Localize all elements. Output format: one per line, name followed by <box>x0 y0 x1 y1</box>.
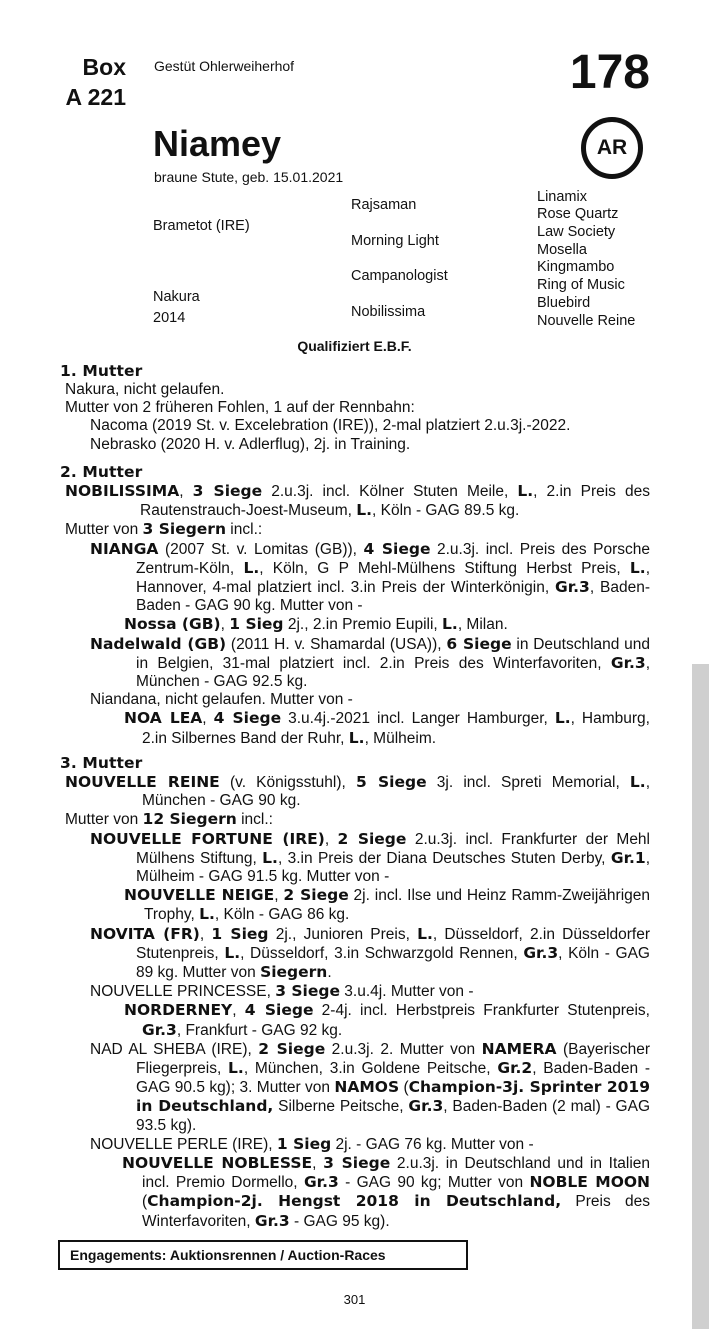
listed: L. <box>629 558 646 577</box>
dam-entry: NOBILISSIMA, 3 Siege 2.u.3j. incl. Kölner Stuten Meile, L., 2.in Preis des Rautenstrauch-Joest-Museum, L., Köln - GAG 89.5 kg. <box>65 482 650 520</box>
horse-name: NOUVELLE NEIGE <box>124 886 275 905</box>
pedigree-great-grandparent: Ring of Music <box>537 277 625 293</box>
listed: L. <box>199 905 215 924</box>
dam-produce-summary <box>60 810 650 829</box>
text: in Deutschland und in Belgien, 31-mal platziert incl. 2.in Preis des Winterfavoriten, <box>136 635 651 672</box>
horse-name: NAMERA <box>481 1039 557 1058</box>
listed: L. <box>348 728 365 747</box>
horse-name: Nossa (GB) <box>124 615 221 634</box>
text: incl.: <box>226 521 263 539</box>
produce-entry <box>60 830 650 887</box>
text: 2.u.3j. incl. Frankfurter der Mehl Mülhens Stiftung, <box>136 830 650 867</box>
text: 2.u.3j. incl. Preis des Porsche Zentrum-Köln, <box>136 540 650 577</box>
lot-number: 178 <box>569 46 650 99</box>
horse-name: NOUVELLE FORTUNE (IRE) <box>90 829 325 848</box>
horse-name: Niamey <box>153 123 282 164</box>
group: Gr.3 <box>142 1020 177 1039</box>
text: 2.u.3j. incl. Kölner Stuten Meile, <box>262 483 518 500</box>
winners: 3 Siegern <box>142 520 226 539</box>
text: NAD AL SHEBA (IRE), <box>90 1040 259 1058</box>
horse-name: NOBILISSIMA <box>65 482 180 500</box>
horse-name: NOVITA (FR) <box>90 924 200 943</box>
produce-entry <box>60 886 650 924</box>
text: 2j. - GAG 76 kg. Mutter von - <box>331 1135 534 1153</box>
champion-title: Champion-2j. Hengst 2018 in Deutschland, <box>147 1192 562 1211</box>
wins: 1 Sieg <box>229 615 284 634</box>
scrollbar[interactable] <box>692 664 709 1329</box>
pedigree-grandparent: Rajsaman <box>351 197 417 213</box>
text: , Köln - GAG 89.5 kg. <box>372 502 520 520</box>
horse-name: NOUVELLE NOBLESSE <box>122 1154 313 1173</box>
produce-entry <box>60 635 650 692</box>
box-label: Box <box>82 54 126 80</box>
text: , Köln - GAG 89 kg. Mutter von <box>136 944 650 982</box>
text: , München - GAG 92.5 kg. <box>136 654 650 691</box>
produce-entry: Nebrasko (2020 H. v. Adlerflug), 2j. in Training. <box>90 435 411 453</box>
text: - GAG 95 kg). <box>289 1212 390 1230</box>
box-info <box>62 52 126 112</box>
text: ( <box>142 1193 148 1211</box>
text: 2-4j. incl. Herbstpreis Frankfurter Stutenpreis, <box>313 1002 650 1020</box>
text: 2.u.3j. in Deutschland und in Italien incl. Premio Dormello, <box>142 1155 651 1192</box>
produce-entry: NORDERNEY, 4 Siege 2-4j. incl. Herbstpreis Frankfurter Stutenpreis, Gr.3, Frankfurt - GAG 92 kg. <box>124 1001 650 1039</box>
text: , Mülheim - GAG 91.5 kg. Mutter von - <box>136 849 650 886</box>
listed: L. <box>243 558 260 577</box>
champion-title: Champion-3j. Sprinter 2019 in Deutschland, <box>136 1078 651 1116</box>
text: 3.u.4j.-2021 incl. Langer Hamburger, <box>281 710 555 728</box>
section-heading: 1. Mutter <box>60 362 143 380</box>
text: - GAG 90 kg; Mutter von <box>338 1174 530 1192</box>
group: Gr.1 <box>610 848 646 867</box>
page-number: 301 <box>343 1292 366 1307</box>
text: , München - GAG 90 kg. <box>142 774 650 810</box>
text: Mutter von <box>65 811 143 829</box>
pedigree-great-grandparent: Rose Quartz <box>537 206 619 222</box>
wins: 5 Siege <box>355 773 427 791</box>
section-first-dam <box>60 362 650 454</box>
wins: 3 Siege <box>275 982 340 1001</box>
box-number: A 221 <box>65 84 126 110</box>
pedigree-grandparent: Campanologist <box>351 268 448 284</box>
section-heading: 2. Mutter <box>60 463 143 481</box>
text: , Milan. <box>457 616 508 634</box>
pedigree-great-grandparent: Kingmambo <box>537 259 615 275</box>
produce-entry: Nossa (GB), 1 Sieg 2j., 2.in Premio Eupili, L., Milan. <box>124 615 508 634</box>
group: Gr.3 <box>254 1211 290 1230</box>
text: (v. Königsstuhl), <box>219 774 356 791</box>
dam-produce-summary <box>60 520 650 539</box>
pedigree-dam-year: 2014 <box>153 310 186 326</box>
text: 3.u.4j. Mutter von - <box>339 983 474 1001</box>
wins: 1 Sieg <box>276 1134 332 1153</box>
text: , <box>324 830 338 848</box>
qualification: Qualifiziert E.B.F. <box>297 338 412 354</box>
group: Gr.3 <box>555 578 590 597</box>
text: 2j. incl. Ilse und Heinz Ramm-Zweijährigen Trophy, <box>144 887 650 924</box>
listed: L. <box>517 482 534 500</box>
pedigree-great-grandparent: Nouvelle Reine <box>537 313 636 329</box>
text: , Frankfurt - GAG 92 kg. <box>176 1021 343 1039</box>
pedigree-great-grandparent: Bluebird <box>537 295 591 311</box>
text: incl.: <box>236 811 273 829</box>
text: 2j., 2.in Premio Eupili, <box>283 616 443 634</box>
text: (2011 H. v. Shamardal (USA)), <box>226 635 447 653</box>
horse-name: NOUVELLE REINE <box>65 773 220 791</box>
horse-name: NIANGA <box>90 539 159 558</box>
engagements-box: Engagements: Auktionsrennen / Auction-Races <box>58 1240 468 1270</box>
pedigree-great-grandparent: Mosella <box>537 242 587 258</box>
listed: L. <box>224 943 241 962</box>
text: (2007 St. v. Lomitas (GB)), <box>158 540 364 558</box>
dam-line: Nakura, nicht gelaufen. <box>65 381 225 398</box>
text: Preis des Winterfavoriten, <box>142 1193 650 1230</box>
ar-badge-icon <box>581 117 643 179</box>
text: (Bayerischer Fliegerpreis, <box>136 1040 650 1078</box>
text: , Baden-Baden - GAG 90.5 kg); 3. Mutter von <box>136 1060 650 1097</box>
text: ( <box>399 1079 409 1097</box>
wins: 4 Siege <box>363 539 431 558</box>
text: , Hannover, 4-mal platziert incl. 3.in Preis der Winterkönigin, <box>136 559 650 597</box>
produce-entry: NOA LEA, 4 Siege 3.u.4j.-2021 incl. Langer Hamburger, L., Hamburg, 2.in Silbernes Band der Ruhr, L., Mülheim. <box>124 709 650 747</box>
listed: L. <box>262 848 278 867</box>
wins: 4 Siege <box>244 1001 314 1020</box>
listed: L. <box>554 709 571 728</box>
listed: L. <box>356 501 372 520</box>
produce-entry <box>60 1040 650 1135</box>
text: 2.u.3j. 2. Mutter von <box>325 1040 482 1058</box>
text: NOUVELLE PRINCESSE, <box>90 983 276 1001</box>
section-second-dam <box>60 463 650 748</box>
wins: 1 Sieg <box>211 924 269 943</box>
pedigree-great-grandparent: Law Society <box>537 224 616 240</box>
text: , 2.in Preis des Rautenstrauch-Joest-Museum, <box>140 483 650 520</box>
pedigree-dam: Nakura <box>153 289 200 305</box>
stud-name: Gestüt Ohlerweiherhof <box>154 58 295 74</box>
ar-badge-text: AR <box>596 136 628 159</box>
horse-name: NAMOS <box>334 1078 400 1097</box>
text: , Köln - GAG 86 kg. <box>214 906 350 924</box>
winners: 12 Siegern <box>142 810 237 829</box>
listed: L. <box>629 773 646 791</box>
text: 2j., Junioren Preis, <box>268 925 418 943</box>
listed: L. <box>417 924 433 943</box>
text: , 3.in Preis der Diana Deutsches Stuten Derby, <box>277 849 611 867</box>
wins: 3 Siege <box>192 482 263 500</box>
text: , München, 3.in Goldene Peitsche, <box>243 1060 498 1078</box>
dam-produce-summary: Mutter von 2 früheren Fohlen, 1 auf der Rennbahn: <box>65 399 415 417</box>
text: . <box>327 964 332 982</box>
dam-entry <box>60 773 650 810</box>
wins: 2 Siege <box>337 829 407 848</box>
group: Gr.3 <box>408 1097 444 1116</box>
pedigree-grandparent: Nobilissima <box>351 304 426 320</box>
produce-entry <box>60 982 650 1001</box>
text: 3j. incl. Spreti Memorial, <box>426 774 630 791</box>
text: , <box>199 925 212 943</box>
text: , <box>274 887 284 905</box>
section-third-dam <box>60 754 650 1231</box>
horse-name: NOA LEA <box>124 709 203 728</box>
wins: 4 Siege <box>213 709 282 728</box>
produce-entry <box>60 1135 650 1154</box>
wins: 2 Siege <box>283 886 349 905</box>
produce-entry: NOUVELLE NOBLESSE, 3 Siege 2.u.3j. in Deutschland und in Italien incl. Premio Dormello, Gr.3 - GAG 90 kg; Mutter von NOBLE MOON (Champion-2j. Hengst 2018 in Deutschland, Preis des Winterfavoriten, Gr.3 - GAG 95 kg). <box>122 1154 651 1230</box>
listed: L. <box>228 1059 244 1078</box>
group: Gr.3 <box>523 943 559 962</box>
text: , Köln, G P Mehl-Mülhens Stiftung Herbst Preis, <box>259 559 630 577</box>
listed: L. <box>442 615 458 634</box>
group: Gr.2 <box>497 1059 533 1078</box>
text: NOUVELLE PERLE (IRE), <box>90 1135 277 1153</box>
horse-name: NOBLE MOON <box>529 1173 651 1192</box>
pedigree-grandparent: Morning Light <box>351 233 439 249</box>
produce-entry <box>60 925 650 983</box>
section-heading: 3. Mutter <box>60 754 143 772</box>
text: Silberne Peitsche, <box>273 1098 409 1116</box>
text: , Düsseldorf, 2.in Düsseldorfer Stutenpreis, <box>136 925 651 962</box>
group: Gr.3 <box>610 653 646 672</box>
text: Mutter von <box>65 521 143 539</box>
pedigree-great-grandparent: Linamix <box>537 189 587 205</box>
wins: 6 Siege <box>446 634 512 653</box>
text: , Baden-Baden - GAG 90 kg. Mutter von - <box>136 579 650 615</box>
text: , Hamburg, 2.in Silbernes Band der Ruhr, <box>142 710 650 747</box>
text: , Düsseldorf, 3.in Schwarzgold Rennen, <box>240 944 524 962</box>
produce-entry: Nacoma (2019 St. v. Excelebration (IRE)), 2-mal platziert 2.u.3j.-2022. <box>90 417 571 435</box>
horse-name: NORDERNEY <box>124 1001 233 1020</box>
produce-entry <box>60 540 650 616</box>
horse-description: braune Stute, geb. 15.01.2021 <box>154 169 344 185</box>
winners: Siegern <box>260 963 328 982</box>
produce-entry: Niandana, nicht gelaufen. Mutter von - <box>90 691 353 709</box>
text: , Mülheim. <box>364 729 437 747</box>
text: , Baden-Baden (2 mal) - GAG 93.5 kg). <box>136 1098 651 1134</box>
group: Gr.3 <box>303 1173 339 1192</box>
wins: 2 Siege <box>258 1039 326 1058</box>
horse-name: Nadelwald (GB) <box>90 634 227 653</box>
pedigree-sire: Brametot (IRE) <box>153 218 250 234</box>
wins: 3 Siege <box>323 1154 391 1173</box>
